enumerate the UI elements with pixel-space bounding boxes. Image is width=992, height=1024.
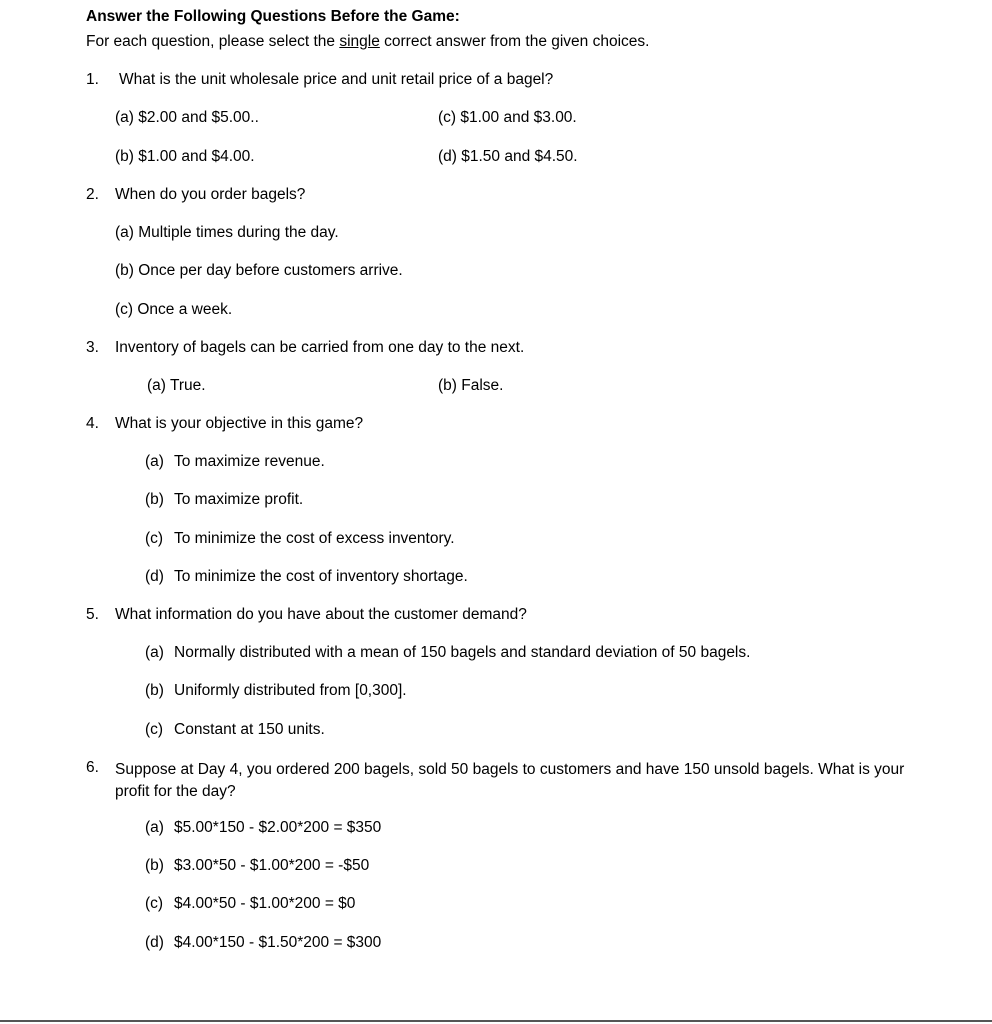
question-1-text: What is the unit wholesale price and unit retail price of a bagel? <box>119 71 554 88</box>
question-2-option-c[interactable]: (c) Once a week. <box>115 301 233 318</box>
question-5-option-c-text[interactable]: Constant at 150 units. <box>174 721 325 738</box>
instructions-text-end: correct answer from the given choices. <box>379 33 650 50</box>
question-4-option-a-text[interactable]: To maximize revenue. <box>174 453 325 470</box>
question-6-text: Suppose at Day 4, you ordered 200 bagels, sold 50 bagels to customers and have 150 unsold bagels. What is your profit for the day? <box>115 761 905 800</box>
question-1-number: 1. <box>86 71 99 88</box>
question-5-text: What information do you have about the customer demand? <box>115 606 527 623</box>
question-3-text: Inventory of bagels can be carried from one day to the next. <box>115 339 525 356</box>
question-2-text: When do you order bagels? <box>115 186 306 203</box>
question-5-number: 5. <box>86 606 99 623</box>
question-5-option-b-text[interactable]: Uniformly distributed from [0,300]. <box>174 682 407 699</box>
question-4-option-b-letter[interactable]: (b) <box>145 491 164 508</box>
question-6-option-b-letter[interactable]: (b) <box>145 857 164 874</box>
question-5-option-a-letter[interactable]: (a) <box>145 644 164 661</box>
instructions <box>86 33 649 51</box>
question-6-option-c-text[interactable]: $4.00*50 - $1.00*200 = $0 <box>174 895 356 912</box>
instructions-text: For each question, please select the <box>86 33 340 50</box>
question-4-option-b-text[interactable]: To maximize profit. <box>174 491 304 508</box>
question-6-option-c-letter[interactable]: (c) <box>145 895 164 912</box>
question-2-option-b[interactable]: (b) Once per day before customers arrive. <box>115 262 403 279</box>
question-6-option-a-text[interactable]: $5.00*150 - $2.00*200 = $350 <box>174 819 382 836</box>
question-3-option-b[interactable]: (b) False. <box>438 377 504 394</box>
question-5-option-b-letter[interactable]: (b) <box>145 682 164 699</box>
question-4-option-c-letter[interactable]: (c) <box>145 530 164 547</box>
question-4-option-a-letter[interactable]: (a) <box>145 453 164 470</box>
question-1-option-d[interactable]: (d) $1.50 and $4.50. <box>438 148 578 165</box>
question-6-number: 6. <box>86 759 99 776</box>
question-1-option-c[interactable]: (c) $1.00 and $3.00. <box>438 109 577 126</box>
question-3-option-a[interactable]: (a) True. <box>147 377 206 394</box>
question-5-option-c-letter[interactable]: (c) <box>145 721 164 738</box>
question-6-option-d-letter[interactable]: (d) <box>145 934 164 951</box>
question-4-option-d-letter[interactable]: (d) <box>145 568 164 585</box>
instructions-underlined-word: single <box>339 33 380 50</box>
question-4-option-c-text[interactable]: To minimize the cost of excess inventory. <box>174 530 455 547</box>
question-6-option-b-text[interactable]: $3.00*50 - $1.00*200 = -$50 <box>174 857 370 874</box>
question-4-number: 4. <box>86 415 99 432</box>
question-4-text: What is your objective in this game? <box>115 415 364 432</box>
bottom-divider <box>0 1020 992 1022</box>
page-title: Answer the Following Questions Before the Game: <box>86 8 460 25</box>
question-1-option-a[interactable]: (a) $2.00 and $5.00.. <box>115 109 259 126</box>
question-2-number: 2. <box>86 186 99 203</box>
question-6-option-a-letter[interactable]: (a) <box>145 819 164 836</box>
question-6-option-d-text[interactable]: $4.00*150 - $1.50*200 = $300 <box>174 934 382 951</box>
question-5-option-a-text[interactable]: Normally distributed with a mean of 150 bagels and standard deviation of 50 bagels. <box>174 644 751 661</box>
question-2-option-a[interactable]: (a) Multiple times during the day. <box>115 224 339 241</box>
question-1-option-b[interactable]: (b) $1.00 and $4.00. <box>115 148 255 165</box>
question-4-option-d-text[interactable]: To minimize the cost of inventory shortage. <box>174 568 468 585</box>
question-3-number: 3. <box>86 339 99 356</box>
